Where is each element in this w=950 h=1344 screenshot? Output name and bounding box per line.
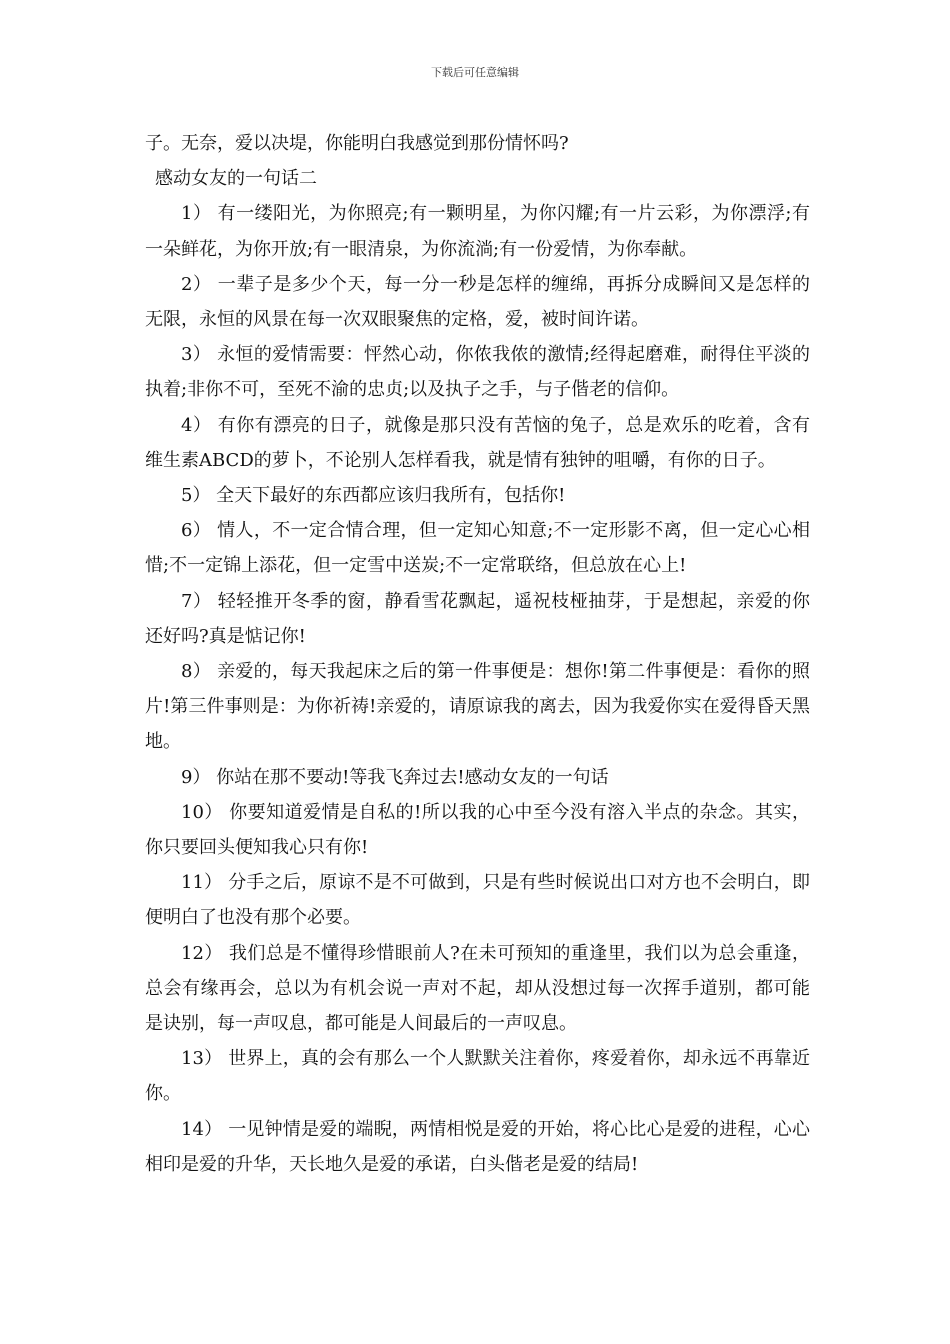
list-item: 3） 永恒的爱情需要：怦然心动，你侬我侬的激情;经得起磨难，耐得住平淡的执着;非你不可，至死不渝的忠贞;以及执子之手，与子偕老的信仰。 bbox=[145, 344, 810, 401]
list-item: 13） 世界上，真的会有那么一个人默默关注着你，疼爱着你，却永远不再靠近你。 bbox=[145, 1048, 810, 1105]
list-item: 5） 全天下最好的东西都应该归我所有，包括你! bbox=[181, 485, 566, 507]
list-item: 2） 一辈子是多少个天，每一分一秒是怎样的缠绵，再拆分成瞬间又是怎样的无限，永恒的风景在每一次双眼聚焦的定格，爱，被时间许诺。 bbox=[145, 273, 810, 331]
list-item: 14） 一见钟情是爱的端睨，两情相悦是爱的开始，将心比心是爱的进程，心心相印是爱的升华，天长地久是爱的承诺，白头偕老是爱的结局! bbox=[145, 1118, 810, 1175]
list-item: 6） 情人，不一定合情合理，但一定知心知意;不一定形影不离，但一定心心相惜;不一定锦上添花，但一定雪中送炭;不一定常联络，但总放在心上! bbox=[145, 520, 810, 577]
list-item: 10） 你要知道爱情是自私的!所以我的心中至今没有溶入半点的杂念。其实，你只要回头便知我心只有你! bbox=[145, 801, 810, 859]
list-item: 4） 有你有漂亮的日子，就像是那只没有苦恼的兔子，总是欢乐的吃着，含有维生素ABCD的萝卜，不论别人怎样看我，就是情有独钟的咀嚼，有你的日子。 bbox=[145, 414, 810, 471]
list-item: 7） 轻轻推开冬季的窗，静看雪花飘起，遥祝枝桠抽芽，于是想起，亲爱的你还好吗?真是惦记你! bbox=[145, 590, 810, 647]
list-item: 11） 分手之后，原谅不是不可做到，只是有些时候说出口对方也不会明白，即便明白了也没有那个必要。 bbox=[145, 872, 810, 929]
list-item: 8） 亲爱的，每天我起床之后的第一件事便是：想你!第二件事便是：看你的照片!第三件事则是：为你祈祷!亲爱的，请原谅我的离去，因为我爱你实在爱得昏天黑地。 bbox=[145, 661, 810, 753]
document-body bbox=[145, 126, 810, 1182]
section-title: 感动女友的一句话二 bbox=[155, 168, 317, 190]
page-header: 下载后可任意编辑 bbox=[431, 66, 519, 79]
list-item: 9） 你站在那不要动!等我飞奔过去!感动女友的一句话 bbox=[181, 766, 609, 788]
list-item: 12） 我们总是不懂得珍惜眼前人?在未可预知的重逢里，我们以为总会重逢，总会有缘再会，总以为有机会说一声对不起，却从没想过每一次挥手道别，都可能是诀别，每一声叹息，都可能是人间最后的一声叹息。 bbox=[145, 942, 810, 1035]
intro-paragraph: 子。无奈，爱以决堤，你能明白我感觉到那份情怀吗? bbox=[145, 133, 569, 154]
list-item: 1） 有一缕阳光，为你照亮;有一颗明星，为你闪耀;有一片云彩，为你漂浮;有一朵鲜花，为你开放;有一眼清泉，为你流淌;有一份爱情，为你奉献。 bbox=[145, 203, 810, 260]
